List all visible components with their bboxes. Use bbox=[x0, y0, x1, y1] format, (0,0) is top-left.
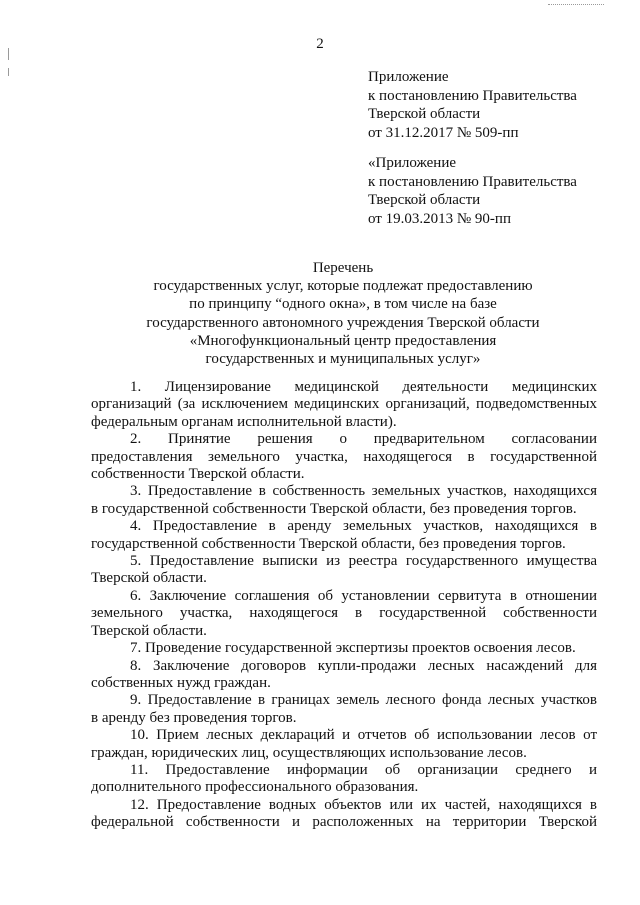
service-item-9 bbox=[91, 692, 597, 727]
title-line: государственного автономного учреждения Тверской области bbox=[146, 314, 540, 331]
service-item-6 bbox=[91, 588, 597, 640]
service-line: дополнительного профессионального образования. bbox=[91, 779, 419, 796]
service-line: предоставления земельного участка, находящегося в государственной bbox=[91, 448, 597, 465]
service-item-4 bbox=[91, 518, 597, 553]
service-line: государственной собственности Тверской области, без проведения торгов. bbox=[91, 535, 566, 552]
service-line: 1. Лицензирование медицинской деятельности медицинских bbox=[130, 379, 597, 395]
service-item-1 bbox=[91, 379, 597, 431]
scan-artifact-top-right bbox=[548, 4, 604, 6]
service-line: Тверской области. bbox=[91, 622, 207, 639]
title-line: по принципу “одного окна», в том числе на базе bbox=[189, 296, 497, 313]
service-line: Тверской области. bbox=[91, 570, 207, 587]
service-item-3 bbox=[91, 483, 597, 518]
service-item-2 bbox=[91, 431, 597, 483]
appendix-line: Тверской области bbox=[368, 106, 481, 122]
service-item-11 bbox=[91, 762, 597, 797]
service-item-10 bbox=[91, 727, 597, 762]
appendix-original-header bbox=[368, 154, 577, 228]
service-line: федеральным органам исполнительной власти). bbox=[91, 413, 397, 430]
service-line: в аренду без проведения торгов. bbox=[91, 709, 297, 726]
service-line: собственных нужд граждан. bbox=[91, 674, 271, 691]
appendix-line: от 19.03.2013 № 90-пп bbox=[368, 210, 511, 227]
service-line: в государственной собственности Тверской области, без проведения торгов. bbox=[91, 500, 577, 517]
service-line: граждан, юридических лиц, осуществляющих использование лесов. bbox=[91, 744, 527, 761]
service-item-8 bbox=[91, 658, 597, 693]
service-line: федеральной собственности и расположенных на территории Тверской bbox=[91, 814, 597, 831]
appendix-current-header bbox=[368, 68, 577, 142]
service-line: 12. Предоставление водных объектов или их частей, находящихся в bbox=[130, 796, 597, 813]
service-line: 7. Проведение государственной экспертизы проектов освоения лесов. bbox=[130, 640, 576, 657]
page-number: 2 bbox=[316, 36, 324, 52]
service-item-5 bbox=[91, 553, 597, 588]
appendix-line: к постановлению Правительства bbox=[368, 173, 577, 190]
service-line: 10. Прием лесных деклараций и отчетов об использовании лесов от bbox=[130, 727, 597, 744]
service-line: 2. Принятие решения о предварительном согласовании bbox=[130, 431, 597, 448]
appendix-line: Приложение bbox=[368, 69, 449, 85]
service-item-7 bbox=[91, 640, 597, 657]
service-line: 4. Предоставление в аренду земельных участков, находящихся в bbox=[130, 518, 597, 535]
appendix-line: Тверской области bbox=[368, 192, 481, 208]
service-line: 3. Предоставление в собственность земельных участков, находящихся bbox=[130, 483, 597, 500]
document-title bbox=[90, 259, 596, 368]
appendix-line: «Приложение bbox=[368, 155, 457, 171]
service-line: 6. Заключение соглашения об установлении сервитута в отношении bbox=[130, 587, 597, 604]
service-line: 11. Предоставление информации об организации среднего и bbox=[130, 761, 597, 778]
appendix-line: к постановлению Правительства bbox=[368, 87, 577, 104]
services-list bbox=[91, 379, 597, 832]
title-line: государственных услуг, которые подлежат предоставлению bbox=[153, 278, 533, 295]
service-line: 5. Предоставление выписки из реестра государственного имущества bbox=[130, 553, 597, 570]
service-line: земельного участка, находящегося в государственной собственности bbox=[91, 605, 597, 622]
service-line: 9. Предоставление в границах земель лесного фонда лесных участков bbox=[130, 692, 597, 709]
scan-artifact-left-margin bbox=[8, 68, 9, 76]
title-line: «Многофункциональный центр предоставления bbox=[189, 332, 497, 349]
service-line: собственности Тверской области. bbox=[91, 466, 305, 483]
title-line: Перечень bbox=[312, 260, 374, 276]
title-line: государственных и муниципальных услуг» bbox=[205, 351, 481, 368]
appendix-line: от 31.12.2017 № 509-пп bbox=[368, 124, 519, 141]
service-item-12 bbox=[91, 797, 597, 832]
service-line: 8. Заключение договоров купли-продажи лесных насаждений для bbox=[130, 657, 597, 674]
service-line: организаций (за исключением медицинских организаций, подведомственных bbox=[91, 396, 597, 413]
